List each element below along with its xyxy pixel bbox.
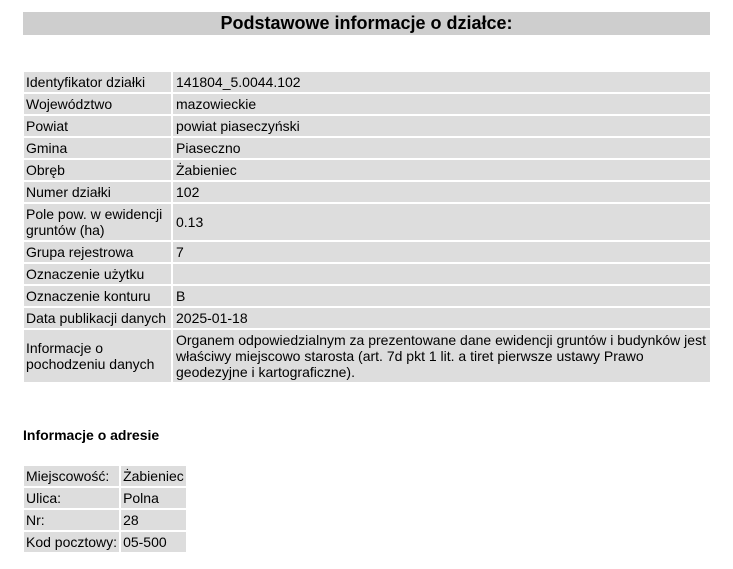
row-label: Kod pocztowy: xyxy=(26,534,118,550)
row-label: Województwo xyxy=(24,94,171,114)
row-label: Miejscowość: xyxy=(24,466,119,486)
table-row xyxy=(24,286,710,306)
row-label: Pole pow. w ewidencji gruntów (ha) xyxy=(24,204,171,240)
row-label: Gmina xyxy=(24,138,171,158)
row-value: 7 xyxy=(173,242,710,262)
table-row xyxy=(24,330,710,382)
parcel-info-table xyxy=(22,70,712,384)
row-value: 28 xyxy=(121,510,186,530)
row-label: Nr: xyxy=(24,510,119,530)
table-row xyxy=(24,466,186,486)
table-row xyxy=(24,182,710,202)
table-row xyxy=(24,72,710,92)
table-row xyxy=(24,242,710,262)
row-value: 0.13 xyxy=(173,204,710,240)
row-label: Informacje o pochodzeniu danych xyxy=(24,330,171,382)
row-value xyxy=(173,264,710,284)
row-label: Oznaczenie konturu xyxy=(24,286,171,306)
row-value: Żabieniec xyxy=(123,468,184,484)
table-row xyxy=(24,308,710,328)
row-label: Powiat xyxy=(24,116,171,136)
row-value: Żabieniec xyxy=(173,160,710,180)
row-value: 141804_5.0044.102 xyxy=(173,72,710,92)
page-title: Podstawowe informacje o działce: xyxy=(23,12,710,35)
table-row xyxy=(24,532,186,552)
row-label: Ulica: xyxy=(24,488,119,508)
row-label: Numer działki xyxy=(24,182,171,202)
row-value: B xyxy=(173,286,710,306)
table-row xyxy=(24,488,186,508)
table-row xyxy=(24,264,710,284)
row-value: powiat piaseczyński xyxy=(173,116,710,136)
row-value: 102 xyxy=(173,182,710,202)
row-value: 2025-01-18 xyxy=(173,308,710,328)
table-row xyxy=(24,160,710,180)
row-label: Oznaczenie użytku xyxy=(24,264,171,284)
table-row xyxy=(24,510,186,530)
row-value: Polna xyxy=(121,488,186,508)
row-value: Piaseczno xyxy=(173,138,710,158)
table-row xyxy=(24,204,710,240)
row-label: Obręb xyxy=(24,160,171,180)
row-label: Data publikacji danych xyxy=(24,308,171,328)
row-label: Grupa rejestrowa xyxy=(24,242,171,262)
address-table xyxy=(22,464,188,554)
row-value: mazowieckie xyxy=(173,94,710,114)
table-row xyxy=(24,94,710,114)
table-row xyxy=(24,138,710,158)
row-value: Organem odpowiedzialnym za prezentowane dane ewidencji gruntów i budynków jest właściwy miejscowo starosta (art. 7d pkt 1 lit. a tiret pierwsze ustawy Prawo geodezyjne i kartograficzne). xyxy=(173,330,710,382)
address-section-title: Informacje o adresie xyxy=(23,427,160,443)
row-value: 05-500 xyxy=(121,532,186,552)
table-row xyxy=(24,116,710,136)
row-label: Identyfikator działki xyxy=(24,72,171,92)
